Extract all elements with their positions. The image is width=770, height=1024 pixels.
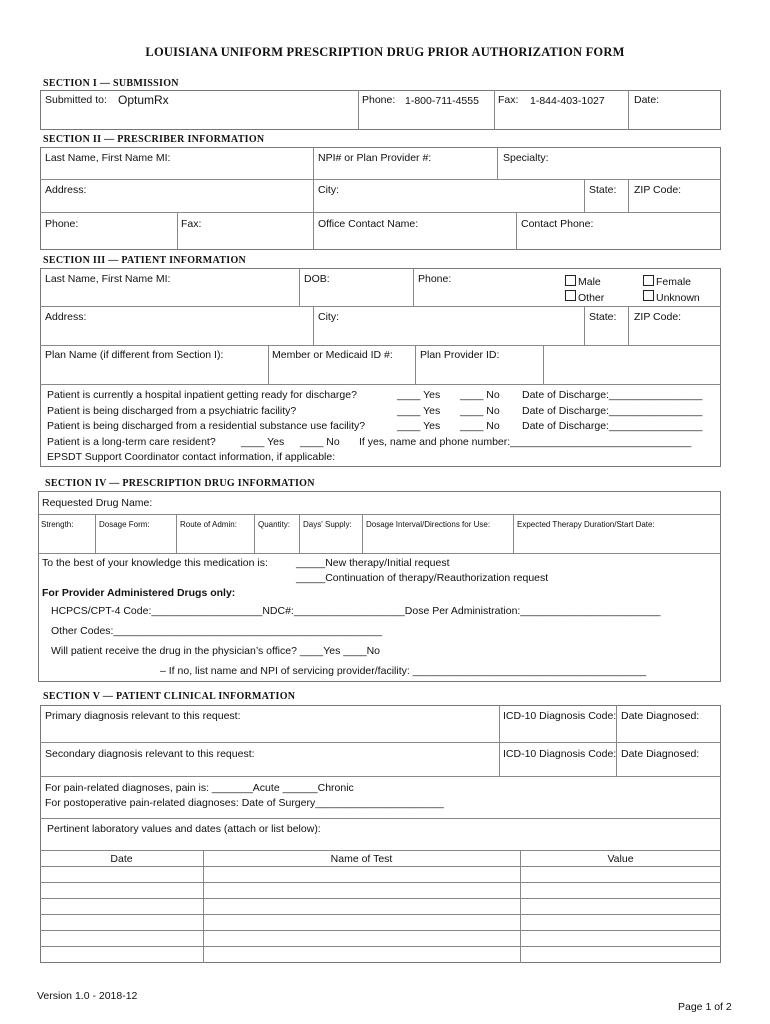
plan-name-field[interactable]: Plan Name (if different from Section I): (45, 349, 224, 361)
q3-no[interactable]: ____ No (460, 420, 500, 432)
npi-field[interactable]: NPI# or Plan Provider #: (318, 152, 432, 164)
q1-no[interactable]: ____ No (460, 389, 500, 401)
q4-name-phone[interactable]: If yes, name and phone number:_______________________________ (359, 436, 692, 448)
fax-label: Fax: (498, 94, 519, 106)
dosage-form-field[interactable]: Dosage Form: (99, 520, 150, 529)
strength-field[interactable]: Strength: (41, 520, 74, 529)
member-id-field[interactable]: Member or Medicaid ID #: (272, 349, 393, 361)
date-diagnosed-1-field[interactable]: Date Diagnosed: (621, 710, 700, 722)
lab-col-date: Date (110, 853, 133, 865)
submitted-to-field[interactable]: OptumRx (118, 93, 169, 107)
servicing-provider-field[interactable]: – If no, list name and NPI of servicing provider/facility: ________________________________________ (160, 665, 647, 677)
new-therapy-option[interactable]: _____New therapy/Initial request (296, 557, 450, 569)
q-psychiatric: Patient is being discharged from a psychiatric facility? (47, 405, 297, 417)
male-checkbox[interactable] (565, 275, 576, 286)
pain-type-field[interactable]: For pain-related diagnoses, pain is: _______Acute ______Chronic (45, 782, 354, 794)
dosage-interval-field[interactable]: Dosage Interval/Directions for Use: (366, 520, 491, 529)
surgery-date-field[interactable]: For postoperative pain-related diagnoses: Date of Surgery______________________ (45, 797, 444, 809)
other-checkbox[interactable] (565, 290, 576, 301)
patient-name-field[interactable]: Last Name, First Name MI: (45, 273, 171, 285)
patient-phone-field[interactable]: Phone: (418, 273, 452, 285)
section-2-heading: SECTION II — PRESCRIBER INFORMATION (43, 134, 265, 145)
male-label: Male (578, 276, 601, 288)
version-label: Version 1.0 - 2018-12 (37, 990, 138, 1002)
unknown-checkbox[interactable] (643, 290, 654, 301)
page-number: Page 1 of 2 (678, 1001, 732, 1013)
phone-field[interactable]: 1-800-711-4555 (405, 95, 479, 107)
secondary-diagnosis-field[interactable]: Secondary diagnosis relevant to this request: (45, 748, 255, 760)
patient-state-field[interactable]: State: (589, 311, 617, 323)
therapy-duration-field[interactable]: Expected Therapy Duration/Start Date: (517, 520, 655, 529)
epsdt-coordinator[interactable]: EPSDT Support Coordinator contact information, if applicable: (47, 451, 336, 463)
q2-yes[interactable]: ____ Yes (397, 405, 441, 417)
patient-address-field[interactable]: Address: (45, 311, 87, 323)
section-3-heading: SECTION III — PATIENT INFORMATION (43, 255, 247, 266)
patient-city-field[interactable]: City: (318, 311, 339, 323)
plan-provider-id-field[interactable]: Plan Provider ID: (420, 349, 500, 361)
q3-discharge-date[interactable]: Date of Discharge:________________ (522, 420, 703, 432)
patient-zip-field[interactable]: ZIP Code: (634, 311, 682, 323)
prescriber-address-field[interactable]: Address: (45, 184, 87, 196)
submitted-to-label: Submitted to: (45, 94, 107, 106)
lab-col-test: Name of Test (330, 853, 393, 865)
fax-field[interactable]: 1-844-403-1027 (530, 95, 605, 107)
q4-no[interactable]: ____ No (300, 436, 340, 448)
form-title: LOUISIANA UNIFORM PRESCRIPTION DRUG PRIOR AUTHORIZATION FORM (145, 45, 625, 59)
q1-yes[interactable]: ____ Yes (397, 389, 441, 401)
office-contact-field[interactable]: Office Contact Name: (318, 218, 419, 230)
days-supply-field[interactable]: Days' Supply: (303, 520, 352, 529)
date-diagnosed-2-field[interactable]: Date Diagnosed: (621, 748, 700, 760)
q4-yes[interactable]: ____ Yes (241, 436, 285, 448)
lab-values-label: Pertinent laboratory values and dates (attach or list below): (47, 823, 321, 835)
hcpcs-ndc-dose-fields[interactable]: HCPCS/CPT-4 Code:___________________NDC#:___________________Dose Per Administration:________________________ (51, 605, 661, 617)
other-label: Other (578, 292, 605, 304)
lab-table-rows[interactable] (41, 867, 720, 962)
prescriber-fax-field[interactable]: Fax: (181, 218, 202, 230)
icd10-code-1-field[interactable]: ICD-10 Diagnosis Code: (503, 710, 617, 722)
prescriber-state-field[interactable]: State: (589, 184, 617, 196)
icd10-code-2-field[interactable]: ICD-10 Diagnosis Code: (503, 748, 617, 760)
q2-no[interactable]: ____ No (460, 405, 500, 417)
section-1-heading: SECTION I — SUBMISSION (43, 78, 179, 89)
q-long-term-care: Patient is a long-term care resident? (47, 436, 216, 448)
requested-drug-field[interactable]: Requested Drug Name: (42, 497, 153, 509)
continuation-option[interactable]: _____Continuation of therapy/Reauthorization request (296, 572, 549, 584)
female-label: Female (656, 276, 692, 288)
dob-field[interactable]: DOB: (304, 273, 330, 285)
lab-col-value: Value (607, 853, 634, 865)
contact-phone-field[interactable]: Contact Phone: (521, 218, 594, 230)
specialty-field[interactable]: Specialty: (503, 152, 549, 164)
date-field[interactable]: Date: (634, 94, 660, 106)
q-substance-use: Patient is being discharged from a residential substance use facility? (47, 420, 366, 432)
provider-administered-heading: For Provider Administered Drugs only: (42, 587, 236, 599)
female-checkbox[interactable] (643, 275, 654, 286)
quantity-field[interactable]: Quantity: (258, 520, 291, 529)
other-codes-field[interactable]: Other Codes:______________________________________________ (51, 625, 383, 637)
section-5-heading: SECTION V — PATIENT CLINICAL INFORMATION (43, 691, 296, 702)
physician-office-question[interactable]: Will patient receive the drug in the physician’s office? ____Yes ____No (51, 645, 381, 657)
route-admin-field[interactable]: Route of Admin: (180, 520, 237, 529)
q-hospital-inpatient: Patient is currently a hospital inpatient getting ready for discharge? (47, 389, 357, 401)
q3-yes[interactable]: ____ Yes (397, 420, 441, 432)
q1-discharge-date[interactable]: Date of Discharge:________________ (522, 389, 703, 401)
prescriber-phone-field[interactable]: Phone: (45, 218, 79, 230)
phone-label: Phone: (362, 94, 396, 106)
primary-diagnosis-field[interactable]: Primary diagnosis relevant to this request: (45, 710, 241, 722)
prescriber-name-field[interactable]: Last Name, First Name MI: (45, 152, 171, 164)
unknown-label: Unknown (656, 292, 700, 304)
section-4-heading: SECTION IV — PRESCRIPTION DRUG INFORMATION (45, 478, 315, 489)
medication-status-label: To the best of your knowledge this medication is: (42, 557, 268, 569)
prescriber-city-field[interactable]: City: (318, 184, 339, 196)
q2-discharge-date[interactable]: Date of Discharge:________________ (522, 405, 703, 417)
prescriber-zip-field[interactable]: ZIP Code: (634, 184, 682, 196)
